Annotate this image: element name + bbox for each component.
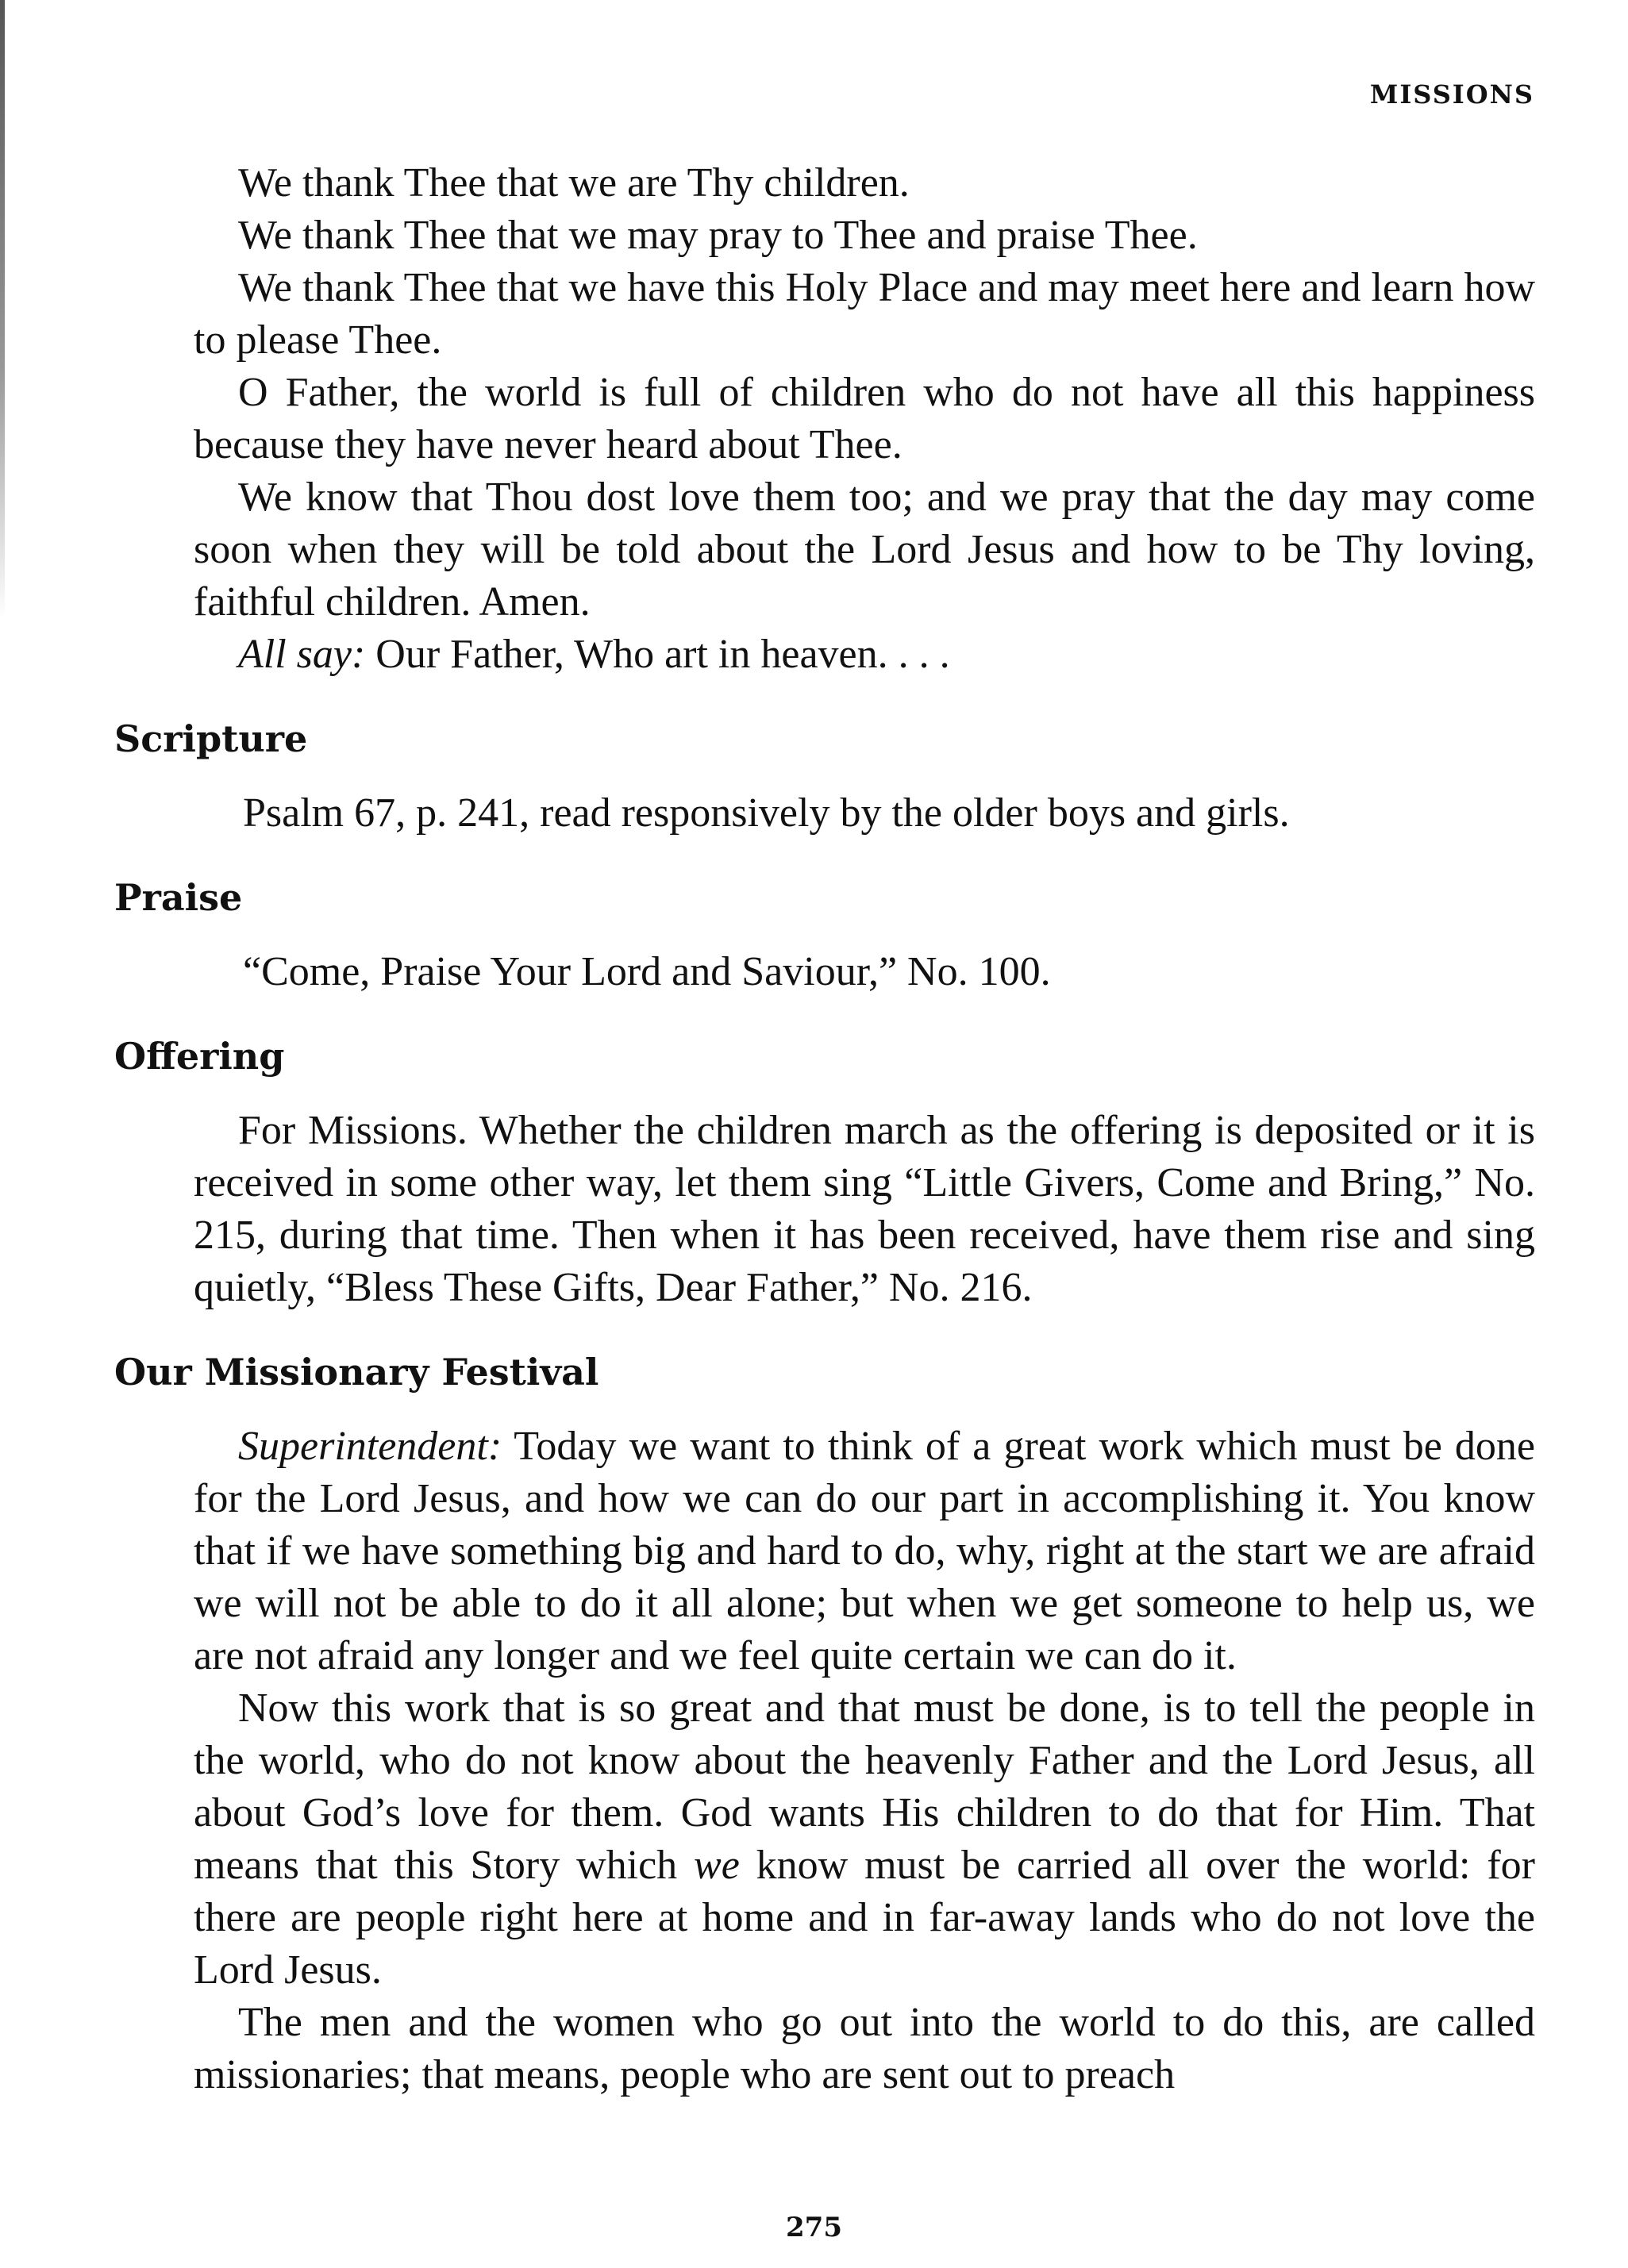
scripture-text: Psalm 67, p. 241, read responsively by the older boys and girls.: [243, 790, 1290, 836]
page-number: 275: [786, 2212, 842, 2243]
festival-para-2: [194, 1682, 1535, 1997]
speaker-label: Superintendent:: [238, 1424, 502, 1469]
page-content: [114, 157, 1535, 2101]
prayer-line-4: O Father, the world is full of children who do not have all this happiness because they have never heard about Thee.: [194, 370, 1535, 467]
running-head: MISSIONS: [1369, 79, 1534, 110]
festival-para-3: The men and the women who go out into the world to do this, are called missionaries; that means, people who are sent out to preach: [194, 2000, 1535, 2097]
festival-para-2-text-b: know must be carried all over the world: for there are people right here at home and in far-away lands who do not love the Lord Jesus.: [194, 1843, 1535, 1993]
festival-para-1-text: Today we want to think of a great work which must be done for the Lord Jesus, and how we can do our part in accomplishing it. You know that if we have something big and hard to do, why, right at the start we are afraid we will not be able to do it all alone; but when we get someone to help us, we are not afraid any longer and we feel quite certain we can do it.: [194, 1424, 1535, 1678]
festival-para-1: [194, 1420, 1535, 1682]
festival-heading: Our Missionary Festival: [114, 1351, 599, 1393]
prayer-line-5: We know that Thou dost love them too; and we pray that the day may come soon when they will be told about the Lord Jesus and how to be Thy loving, faithful children. Amen.: [194, 475, 1535, 625]
prayer-line-3: We thank Thee that we have this Holy Place and may meet here and learn how to please Thee.: [194, 265, 1535, 363]
all-say-line: [194, 629, 1535, 681]
offering-heading: Offering: [114, 1035, 285, 1078]
praise-heading: Praise: [114, 876, 243, 919]
prayer-line-1: We thank Thee that we are Thy children.: [238, 160, 910, 206]
scripture-heading: Scripture: [114, 717, 308, 760]
offering-text: For Missions. Whether the children march as the offering is deposited or it is received in some other way, let them sing “Little Givers, Come and Bring,” No. 215, during that time. Then when it has been received, have them rise and sing quietly, “Bless These Gifts, Dear Father,” No. 216.: [194, 1108, 1535, 1310]
all-say-label: All say:: [238, 632, 366, 677]
scan-edge-mark: [0, 0, 5, 619]
all-say-text: Our Father, Who art in heaven. . . .: [365, 632, 950, 677]
emphasis-we: we: [694, 1843, 740, 1888]
praise-text: “Come, Praise Your Lord and Saviour,” No. 100.: [243, 949, 1051, 994]
festival-para-2-text-a: Now this work that is so great and that must be done, is to tell the people in the world, who do not know about the heavenly Father and the Lord Jesus, all about God’s love for them. God wants His children to do that for Him. That means that this Story which: [194, 1686, 1535, 1888]
prayer-line-2: We thank Thee that we may pray to Thee and praise Thee.: [238, 213, 1198, 258]
